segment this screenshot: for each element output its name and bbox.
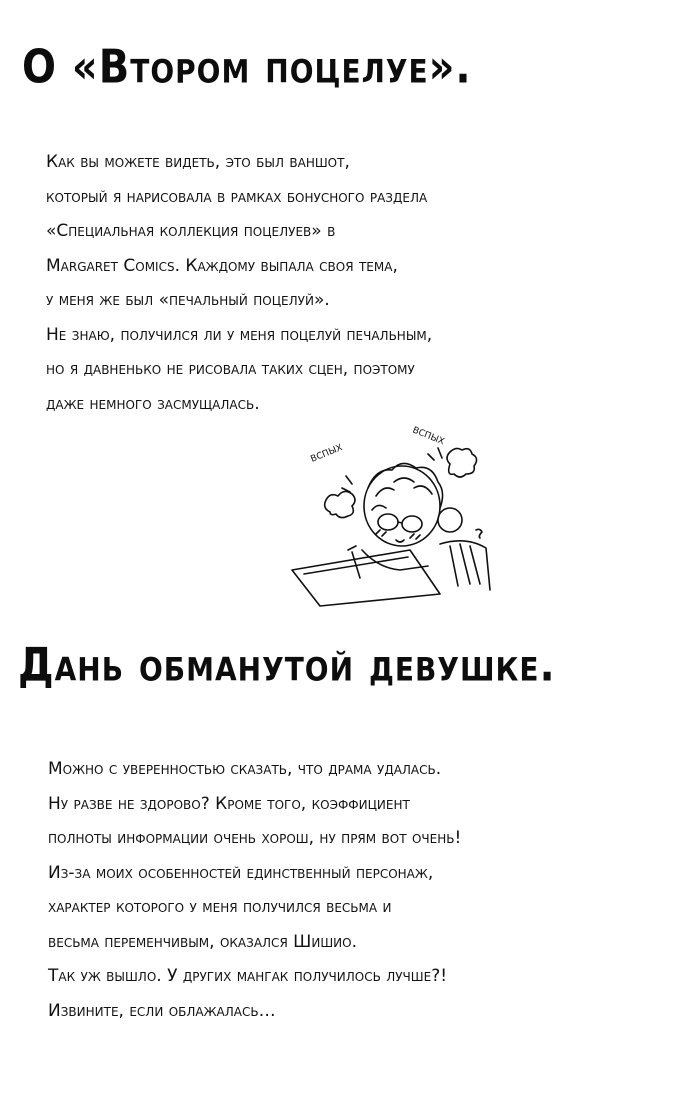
text-line: даже немного засмущалась. bbox=[46, 393, 260, 414]
text-line: Извините, если облажалась… bbox=[48, 1000, 276, 1021]
text-line: весьма переменчивым, оказался Шишио. bbox=[48, 931, 357, 952]
section-heading-second-kiss: О «Втором поцелуе». bbox=[22, 40, 472, 94]
text-line: Ну разве не здорово? Кроме того, коэффициент bbox=[48, 793, 410, 814]
hair-bun bbox=[438, 508, 462, 532]
text-line: «Специальная коллекция поцелуев» в bbox=[46, 221, 336, 241]
text-line: характер которого у меня получился весьма и bbox=[48, 897, 392, 917]
text-line: полноты информации очень хорош, ну прям вот очень! bbox=[48, 828, 462, 848]
text-line: Не знаю, получился ли у меня поцелуй печальным, bbox=[46, 324, 433, 345]
text-line: который я нарисовала в рамках бонусного раздела bbox=[46, 186, 428, 207]
artist-drawing-sketch bbox=[290, 418, 530, 608]
sfx-text-right: вспых bbox=[410, 421, 448, 449]
steam-puff-right bbox=[447, 448, 477, 477]
text-line: Как вы можете видеть, это был ваншот, bbox=[46, 152, 350, 172]
afterword-paragraph-deceived-girl bbox=[48, 752, 461, 1028]
text-line: но я давненько не рисовала таких сцен, поэтому bbox=[46, 359, 415, 379]
glasses-left bbox=[378, 514, 398, 530]
glasses-right bbox=[402, 516, 422, 532]
steam-puff-left bbox=[325, 491, 355, 517]
text-line: у меня же был «печальный поцелуй». bbox=[46, 290, 330, 310]
blushing-artist-illustration bbox=[290, 418, 530, 608]
sfx-text-left: вспых bbox=[307, 439, 345, 466]
text-line: Margaret Comics. Каждому выпала своя тема, bbox=[46, 255, 398, 276]
afterword-paragraph-second-kiss bbox=[46, 145, 432, 421]
section-heading-deceived-girl: Дань обманутой девушке. bbox=[18, 638, 556, 692]
text-line: Из-за моих особенностей единственный персонаж, bbox=[48, 862, 434, 883]
text-line: Так уж вышло. У других мангак получилось лучше?! bbox=[48, 966, 448, 986]
paper-shape bbox=[292, 550, 440, 606]
text-line: Можно с уверенностью сказать, что драма удалась. bbox=[48, 759, 442, 779]
